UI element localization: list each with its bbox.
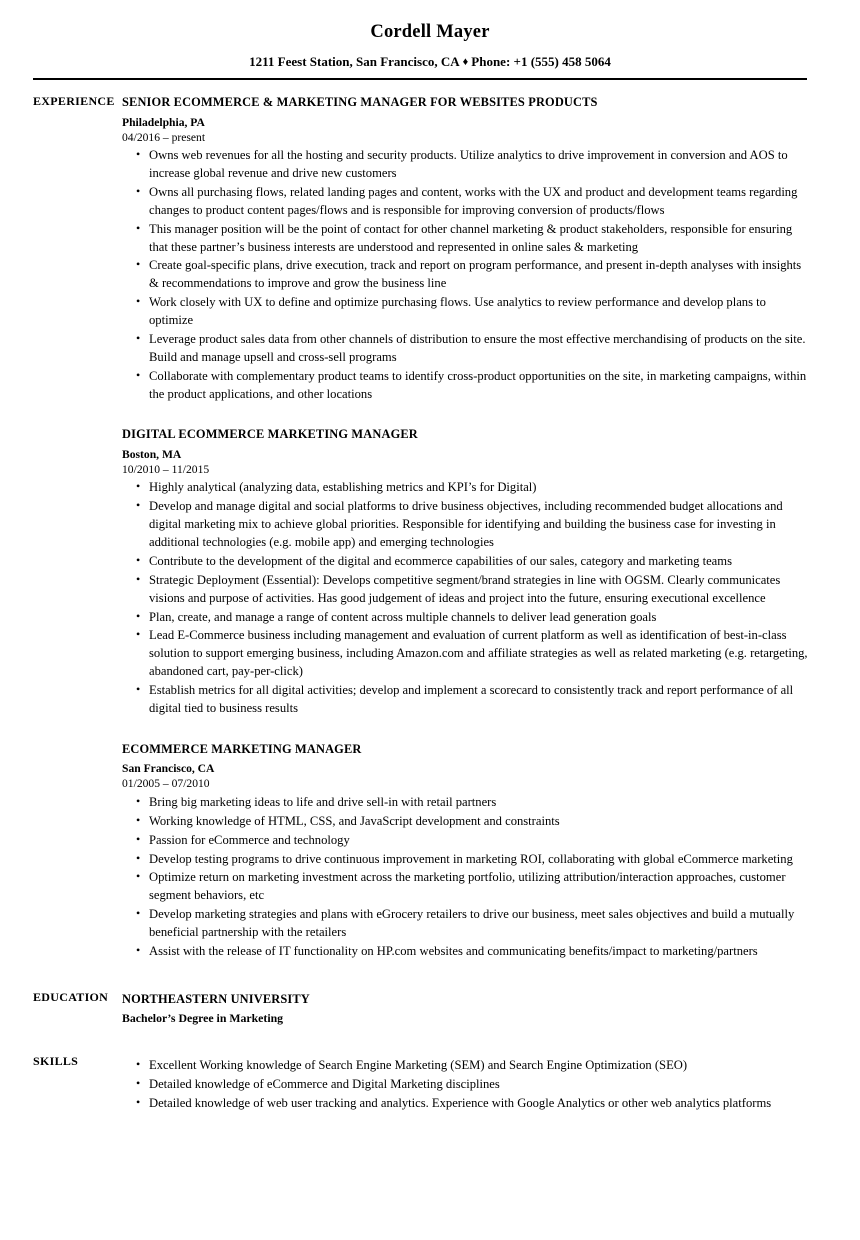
job-bullet: • Leverage product sales data from other channels of distribution to ensure the most effective merchandising of products on the site. Build and manage upsell and cross-sell programs [122,331,810,367]
job-bullet: • Highly analytical (analyzing data, establishing metrics and KPI’s for Digital) [122,479,810,497]
job-bullet: • Owns all purchasing flows, related landing pages and content, works with the UX and product and development teams regarding changes to product content pages/flows and is responsible for improving conversion of products/flows [122,184,810,220]
job-entry [122,742,810,961]
job-bullet: • Passion for eCommerce and technology [122,832,810,850]
job-dates: 01/2005 – 07/2010 [122,777,210,791]
job-bullet: • Assist with the release of IT functionality on HP.com websites and communicating benefits/impact to marketing/partners [122,943,810,961]
job-bullet: • Plan, create, and manage a range of content across multiple channels to deliver lead generation goals [122,609,810,627]
job-bullet: • Develop marketing strategies and plans with eGrocery retailers to drive our business, meet sales objectives and build a mutually beneficial partnership with the retailers [122,906,810,942]
job-bullet: • Develop testing programs to drive continuous improvement in marketing ROI, collaborating with global eCommerce marketing [122,851,810,869]
education-section [0,991,860,1027]
education-degree: Bachelor’s Degree in Marketing [122,1010,284,1025]
experience-label: EXPERIENCE [33,94,115,109]
job-title: SENIOR ECOMMERCE & MARKETING MANAGER FOR WEBSITES PRODUCTS [122,95,598,110]
header-divider [33,78,807,81]
job-bullet: • Create goal-specific plans, drive execution, track and report on program performance, and present in-depth analyses with insights & recommendations to improve and grow the business line [122,257,810,293]
job-bullet: • This manager position will be the point of contact for other channel marketing & product stakeholders, responsible for ensuring that these partner’s business interests are understood and represented in online sales & marketing [122,221,810,257]
job-bullet: • Working knowledge of HTML, CSS, and JavaScript development and constraints [122,813,810,831]
resume-header [0,0,860,80]
job-entry [122,95,810,403]
skill-bullet: • Detailed knowledge of eCommerce and Digital Marketing disciplines [122,1076,810,1094]
job-entry [122,427,810,717]
job-bullet: • Lead E-Commerce business including management and evaluation of current platform as well as identification of best-in-class solution to support emerging business, including Amazon.com and affiliate strategies as well as related marketing (e.g. retargeting, abandoned cart, pay-per-click) [122,627,810,681]
skills-section [0,1055,860,1113]
job-bullet: • Develop and manage digital and social platforms to drive business objectives, including recommended budget allocations and digital marketing mix to achieve global priorities. Responsible for identifying and building the business case for investing in additional technologies (e.g. mobile app) and emerging technologies [122,498,810,552]
skills-bullet-list [122,1057,810,1113]
education-body [122,991,860,1027]
job-bullet: • Strategic Deployment (Essential): Develops competitive segment/brand strategies in line with OGSM. Clearly communicates visions and purpose of activities. Has good judgement of ideas and project into the future, ensuring executional excellence [122,572,810,608]
job-title: ECOMMERCE MARKETING MANAGER [122,741,362,756]
job-dates: 10/2010 – 11/2015 [122,463,210,476]
job-bullet: • Optimize return on marketing investment across the marketing portfolio, utilizing attribution/interaction approaches, customer segment behaviors, etc [122,869,810,905]
job-bullet: • Work closely with UX to define and optimize purchasing flows. Use analytics to review performance and develop plans to optimize [122,294,810,330]
job-bullet: • Bring big marketing ideas to life and drive sell-in with retail partners [122,794,810,812]
job-bullet: • Contribute to the development of the digital and ecommerce capabilities of our sales, category and marketing teams [122,553,810,571]
job-location: San Francisco, CA [122,762,215,776]
skills-body [122,1055,860,1113]
job-bullet: • Owns web revenues for all the hosting and security products. Utilize analytics to drive improvement in conversion and AOS to increase global revenue and drive new customers [122,147,810,183]
contact-phone: Phone: +1 (555) 458 5064 [471,54,611,70]
job-bullet-list [122,479,810,717]
education-label: EDUCATION [33,989,109,1004]
skills-label: SKILLS [33,1053,79,1068]
job-bullet: • Collaborate with complementary product teams to identify cross-product opportunities on the site, in marketing campaigns, within the product applications, and other locations [122,368,810,404]
skill-bullet: • Detailed knowledge of web user tracking and analytics. Experience with Google Analytics or other web analytics platforms [122,1095,810,1113]
skill-bullet: • Excellent Working knowledge of Search Engine Marketing (SEM) and Search Engine Optimization (SEO) [122,1057,810,1075]
job-bullet: • Establish metrics for all digital activities; develop and implement a scorecard to consistently track and report performance of all digital tied to business results [122,682,810,718]
contact-address: 1211 Feest Station, San Francisco, CA [249,54,460,70]
experience-body [122,95,860,963]
candidate-name: Cordell Mayer [370,22,490,42]
diamond-separator-icon: ♦ [462,56,469,69]
job-bullet-list [122,147,810,403]
experience-section [0,95,860,963]
education-school: NORTHEASTERN UNIVERSITY [122,991,310,1006]
job-location: Boston, MA [122,447,182,461]
job-location: Philadelphia, PA [122,115,205,129]
job-bullet-list [122,794,810,961]
job-dates: 04/2016 – present [122,130,206,144]
contact-line [0,55,860,69]
job-title: DIGITAL ECOMMERCE MARKETING MANAGER [122,427,418,442]
